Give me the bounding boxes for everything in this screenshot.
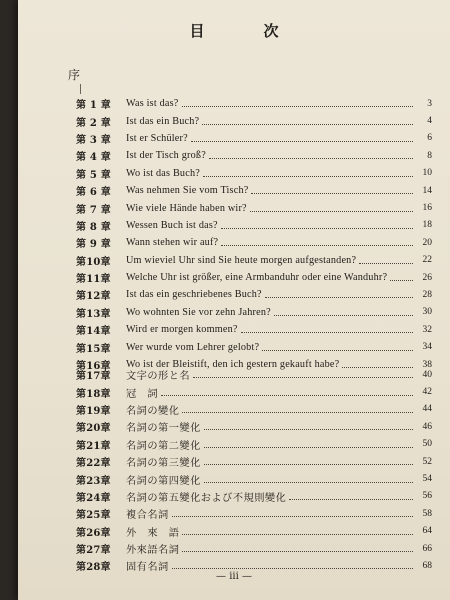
chapter-number: 第28章 [76,562,111,574]
chapter-title: Wann stehen wir auf? [126,237,219,249]
chapter-title: Wie viele Hände haben wir? [126,202,247,214]
toc-entry [76,95,432,112]
toc-entry [76,383,432,400]
dot-leader [182,551,413,552]
page-ref: 6 [427,133,432,144]
page-ref: 68 [422,560,432,571]
chapter-title: Ist das ein geschriebenes Buch? [126,289,262,301]
page-ref: 20 [422,237,432,248]
chapter-title: Ist das ein Buch? [126,115,200,127]
toc-entry [76,401,432,418]
preface-heading: 序 [68,68,81,82]
page-ref: 22 [422,255,432,266]
dot-leader [221,228,413,229]
chapter-title: 外 來 語 [126,527,180,539]
toc-entry [76,418,432,435]
chapter-number: 第 8 章 [76,221,111,233]
dot-leader [204,464,413,465]
dot-leader [251,193,413,194]
toc-entry [76,130,432,147]
chapter-number: 第10章 [76,256,111,268]
page-title: 目 次 [189,22,301,40]
page-ref: 18 [422,220,432,231]
toc-entry [76,470,432,487]
chapter-number: 第 6 章 [76,187,111,199]
chapter-title: Wessen Buch ist das? [126,219,218,231]
chapter-number: 第18章 [76,388,111,400]
page-ref: 28 [422,289,432,300]
chapter-title: Wer wurde vom Lehrer gelobt? [126,341,260,353]
toc-entry [76,453,432,470]
chapter-number: 第24章 [76,492,111,504]
page-ref: 50 [422,439,432,450]
chapter-title: Welche Uhr ist größer, eine Armbanduhr oder eine Wanduhr? [126,272,388,284]
chapter-title: Ist der Tisch groß? [126,150,206,162]
dot-leader [182,106,413,107]
chapter-title: Was nehmen Sie vom Tisch? [126,185,249,197]
dot-leader [209,158,413,159]
chapter-number: 第22章 [76,458,111,470]
page-ref: 56 [422,491,432,502]
page-ref: 38 [422,359,432,370]
chapter-title: 名詞の變化 [126,405,180,417]
toc-entry [76,252,432,269]
page-ref: 14 [422,185,432,196]
chapter-title: 名詞の第二變化 [126,440,201,452]
chapter-number: 第 4 章 [76,152,111,164]
page-ref: 54 [422,474,432,485]
chapter-title: 固有名詞 [126,562,169,574]
book-page [18,0,450,600]
toc-entry [76,321,432,338]
toc-entry [76,488,432,505]
chapter-number: 第12章 [76,291,111,303]
chapter-title: 名詞の第三變化 [126,458,201,470]
chapter-title: Wo ist der Bleistift, den ich gestern gekauft habe? [126,359,340,371]
chapter-number: 第 5 章 [76,169,111,181]
page-ref: 58 [422,508,432,519]
chapter-number: 第20章 [76,423,111,435]
chapter-number: 第 9 章 [76,239,111,251]
dot-leader [359,263,413,264]
page-ref: 30 [422,307,432,318]
dot-leader [203,176,413,177]
toc-entry [76,286,432,303]
toc-entry [76,112,432,129]
page-ref: 42 [422,387,432,398]
toc-entry [76,304,432,321]
dot-leader [289,499,413,500]
page-ref: 40 [422,369,432,380]
page-ref: 66 [422,543,432,554]
toc-part-1 [76,95,432,373]
chapter-title: Ist er Schüler? [126,132,188,144]
dot-leader [172,568,413,569]
page-ref: 10 [422,168,432,179]
toc-entry [76,165,432,182]
dot-leader [204,482,413,483]
dot-leader [193,377,413,378]
toc-entry [76,338,432,355]
page-ref: 26 [422,272,432,283]
page-ref: 46 [422,421,432,432]
page-ref: 52 [422,456,432,467]
dot-leader [262,350,413,351]
dot-leader [274,315,413,316]
dot-leader [202,124,413,125]
toc-entry [76,234,432,251]
chapter-title: Um wieviel Uhr sind Sie heute morgen aufgestanden? [126,254,357,266]
toc-entry [76,505,432,522]
chapter-title: Wo wohnten Sie vor zehn Jahren? [126,306,271,318]
dot-leader [204,447,413,448]
chapter-title: Wird er morgen kommen? [126,324,238,336]
chapter-number: 第13章 [76,308,111,320]
chapter-title: 名詞の第四變化 [126,475,201,487]
chapter-title: 文字の形と名 [126,371,191,383]
dot-leader [204,429,413,430]
toc-entry [76,182,432,199]
chapter-number: 第19章 [76,405,111,417]
page-ref: 32 [422,324,432,335]
chapter-number: 第11章 [76,274,111,286]
page-ref: 64 [422,526,432,537]
chapter-title: Wo ist das Buch? [126,167,200,179]
chapter-title: Was ist das? [126,98,179,110]
pencil-mark [80,84,81,94]
dot-leader [250,211,413,212]
dot-leader [182,534,413,535]
page-ref: 34 [422,342,432,353]
toc-entry [76,540,432,557]
chapter-number: 第15章 [76,343,111,355]
page-number: — iii — [216,571,252,582]
chapter-number: 第14章 [76,326,111,338]
chapter-number: 第17章 [76,371,111,383]
toc-entry [76,366,432,383]
chapter-title: 名詞の第一變化 [126,423,201,435]
chapter-title: 冠 詞 [126,388,159,400]
chapter-number: 第25章 [76,510,111,522]
chapter-title: 複合名詞 [126,510,169,522]
chapter-number: 第16章 [76,361,111,373]
dot-leader [265,297,413,298]
dot-leader [172,516,413,517]
chapter-number: 第 7 章 [76,204,111,216]
dot-leader [221,245,413,246]
page-ref: 44 [422,404,432,415]
toc-entry [76,217,432,234]
chapter-number: 第 1 章 [76,100,111,112]
toc-entry [76,523,432,540]
chapter-number: 第23章 [76,475,111,487]
chapter-title: 外來語名詞 [126,545,180,557]
dot-leader [182,412,413,413]
toc-entry [76,147,432,164]
chapter-number: 第 3 章 [76,134,111,146]
toc-entry [76,436,432,453]
toc-entry [76,199,432,216]
dot-leader [241,332,413,333]
chapter-number: 第27章 [76,545,111,557]
page-ref: 3 [427,98,432,109]
page-ref: 4 [427,116,432,127]
toc-entry [76,269,432,286]
toc-part-2 [76,366,432,575]
page-ref: 8 [427,150,432,161]
chapter-number: 第26章 [76,527,111,539]
chapter-title: 名詞の第五變化および不規則變化 [126,492,287,504]
page-ref: 16 [422,203,432,214]
chapter-number: 第 2 章 [76,117,111,129]
dot-leader [191,141,413,142]
dot-leader [161,395,413,396]
dot-leader [390,280,413,281]
chapter-number: 第21章 [76,440,111,452]
